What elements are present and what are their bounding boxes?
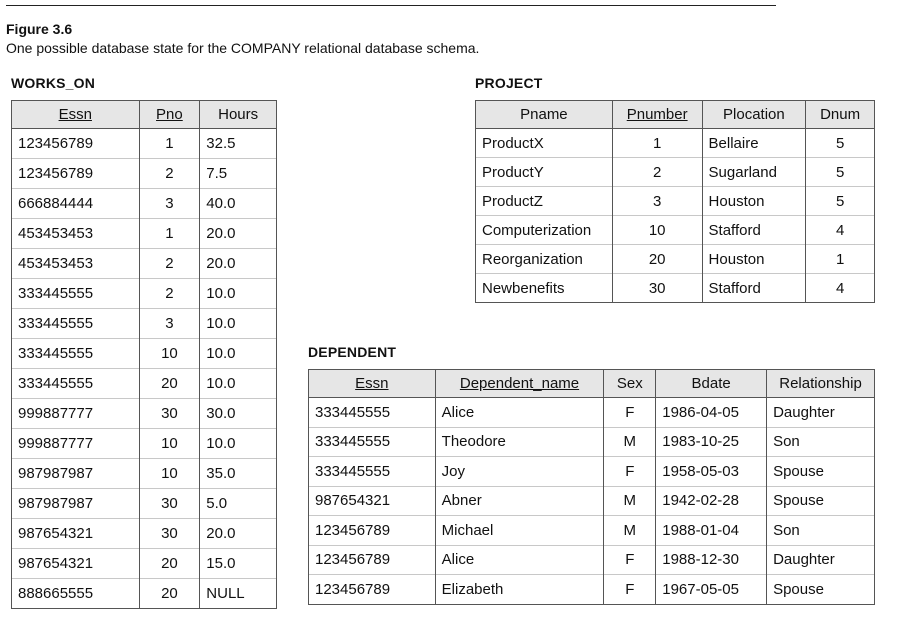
plocation-cell: Bellaire: [702, 129, 806, 158]
works-on-table: [11, 100, 277, 609]
pno-cell: 10: [139, 429, 200, 459]
works-on-row: [12, 129, 277, 159]
dependent-name-cell: Joy: [435, 457, 604, 487]
dependent-header-sex: Sex: [604, 370, 656, 398]
project-row: [476, 216, 875, 245]
hours-cell: 32.5: [200, 129, 277, 159]
dependent-row: [309, 575, 875, 605]
essn-cell: 999887777: [12, 429, 140, 459]
project-row: [476, 158, 875, 187]
pnumber-cell: 1: [612, 129, 702, 158]
plocation-cell: Houston: [702, 245, 806, 274]
works-on-row: [12, 489, 277, 519]
hours-cell: 10.0: [200, 429, 277, 459]
dependent-row: [309, 457, 875, 487]
pno-cell: 30: [139, 519, 200, 549]
pno-cell: 30: [139, 489, 200, 519]
works-on-row: [12, 339, 277, 369]
project-header-dnum: Dnum: [806, 101, 875, 129]
project-title: PROJECT: [475, 75, 543, 91]
pno-cell: 3: [139, 189, 200, 219]
pname-cell: Reorganization: [476, 245, 613, 274]
bdate-cell: 1988-12-30: [656, 545, 767, 575]
pno-cell: 1: [139, 219, 200, 249]
bdate-cell: 1988-01-04: [656, 516, 767, 546]
relationship-cell: Spouse: [767, 457, 875, 487]
hours-cell: 35.0: [200, 459, 277, 489]
pname-cell: ProductY: [476, 158, 613, 187]
dependent-name-cell: Elizabeth: [435, 575, 604, 605]
pno-cell: 1: [139, 129, 200, 159]
project-table: [475, 100, 875, 303]
plocation-cell: Stafford: [702, 216, 806, 245]
hours-cell: 10.0: [200, 279, 277, 309]
dependent-row: [309, 398, 875, 428]
relationship-cell: Daughter: [767, 545, 875, 575]
sex-cell: F: [604, 457, 656, 487]
dependent-header-bdate: Bdate: [656, 370, 767, 398]
pname-cell: ProductZ: [476, 187, 613, 216]
hours-cell: 5.0: [200, 489, 277, 519]
works-on-row: [12, 279, 277, 309]
essn-cell: 333445555: [309, 398, 436, 428]
project-header-pnumber: Pnumber: [612, 101, 702, 129]
essn-cell: 987654321: [309, 486, 436, 516]
dependent-header-relationship: Relationship: [767, 370, 875, 398]
essn-cell: 999887777: [12, 399, 140, 429]
bdate-cell: 1967-05-05: [656, 575, 767, 605]
bdate-cell: 1986-04-05: [656, 398, 767, 428]
project-header-plocation: Plocation: [702, 101, 806, 129]
project-row: [476, 129, 875, 158]
hours-cell: 20.0: [200, 219, 277, 249]
hours-cell: 20.0: [200, 519, 277, 549]
dependent-row: [309, 545, 875, 575]
top-rule: [6, 5, 776, 6]
works-on-row: [12, 219, 277, 249]
essn-cell: 333445555: [12, 339, 140, 369]
sex-cell: F: [604, 545, 656, 575]
pno-cell: 20: [139, 549, 200, 579]
works-on-row: [12, 459, 277, 489]
essn-cell: 123456789: [12, 159, 140, 189]
hours-cell: 40.0: [200, 189, 277, 219]
pname-cell: ProductX: [476, 129, 613, 158]
essn-cell: 333445555: [12, 279, 140, 309]
essn-cell: 987654321: [12, 549, 140, 579]
essn-cell: 987654321: [12, 519, 140, 549]
hours-cell: 10.0: [200, 339, 277, 369]
plocation-cell: Stafford: [702, 274, 806, 303]
relationship-cell: Spouse: [767, 486, 875, 516]
figure-caption: One possible database state for the COMPANY relational database schema.: [6, 40, 480, 56]
works-on-header-essn: Essn: [12, 101, 140, 129]
dependent-row: [309, 427, 875, 457]
plocation-cell: Sugarland: [702, 158, 806, 187]
pno-cell: 2: [139, 279, 200, 309]
hours-cell: 10.0: [200, 369, 277, 399]
hours-cell: 15.0: [200, 549, 277, 579]
hours-cell: 30.0: [200, 399, 277, 429]
dependent-table: [308, 369, 875, 605]
works-on-row: [12, 159, 277, 189]
dnum-cell: 5: [806, 158, 875, 187]
dependent-name-cell: Michael: [435, 516, 604, 546]
bdate-cell: 1983-10-25: [656, 427, 767, 457]
sex-cell: M: [604, 486, 656, 516]
works-on-row: [12, 189, 277, 219]
essn-cell: 333445555: [309, 427, 436, 457]
hours-cell: 20.0: [200, 249, 277, 279]
bdate-cell: 1958-05-03: [656, 457, 767, 487]
pnumber-cell: 3: [612, 187, 702, 216]
dependent-name-cell: Alice: [435, 545, 604, 575]
essn-cell: 333445555: [12, 309, 140, 339]
essn-cell: 123456789: [309, 516, 436, 546]
essn-cell: 333445555: [12, 369, 140, 399]
dependent-row: [309, 486, 875, 516]
works-on-row: [12, 579, 277, 609]
works-on-row: [12, 399, 277, 429]
pno-cell: 30: [139, 399, 200, 429]
dependent-name-cell: Abner: [435, 486, 604, 516]
pname-cell: Newbenefits: [476, 274, 613, 303]
project-row: [476, 245, 875, 274]
dependent-header-essn: Essn: [309, 370, 436, 398]
hours-cell: 10.0: [200, 309, 277, 339]
works-on-title: WORKS_ON: [11, 75, 96, 91]
pnumber-cell: 30: [612, 274, 702, 303]
pno-cell: 20: [139, 369, 200, 399]
essn-cell: 333445555: [309, 457, 436, 487]
works-on-row: [12, 249, 277, 279]
pnumber-cell: 20: [612, 245, 702, 274]
pno-cell: 20: [139, 579, 200, 609]
works-on-header-pno: Pno: [139, 101, 200, 129]
essn-cell: 453453453: [12, 249, 140, 279]
pno-cell: 10: [139, 459, 200, 489]
dnum-cell: 4: [806, 274, 875, 303]
essn-cell: 987987987: [12, 489, 140, 519]
project-row: [476, 274, 875, 303]
dependent-name-cell: Theodore: [435, 427, 604, 457]
works-on-row: [12, 369, 277, 399]
dnum-cell: 1: [806, 245, 875, 274]
dependent-title: DEPENDENT: [308, 344, 397, 360]
relationship-cell: Son: [767, 516, 875, 546]
plocation-cell: Houston: [702, 187, 806, 216]
relationship-cell: Spouse: [767, 575, 875, 605]
sex-cell: F: [604, 398, 656, 428]
pno-cell: 2: [139, 159, 200, 189]
sex-cell: M: [604, 427, 656, 457]
essn-cell: 453453453: [12, 219, 140, 249]
project-row: [476, 187, 875, 216]
sex-cell: F: [604, 575, 656, 605]
essn-cell: 123456789: [12, 129, 140, 159]
dnum-cell: 5: [806, 187, 875, 216]
figure-title: Figure 3.6: [6, 21, 73, 37]
works-on-header-hours: Hours: [200, 101, 277, 129]
essn-cell: 987987987: [12, 459, 140, 489]
essn-cell: 666884444: [12, 189, 140, 219]
works-on-row: [12, 309, 277, 339]
pname-cell: Computerization: [476, 216, 613, 245]
pno-cell: 2: [139, 249, 200, 279]
relationship-cell: Son: [767, 427, 875, 457]
dependent-name-cell: Alice: [435, 398, 604, 428]
relationship-cell: Daughter: [767, 398, 875, 428]
bdate-cell: 1942-02-28: [656, 486, 767, 516]
works-on-row: [12, 549, 277, 579]
dependent-row: [309, 516, 875, 546]
essn-cell: 123456789: [309, 575, 436, 605]
hours-cell: NULL: [200, 579, 277, 609]
pnumber-cell: 10: [612, 216, 702, 245]
dependent-header-dependent-name: Dependent_name: [435, 370, 604, 398]
dnum-cell: 5: [806, 129, 875, 158]
pno-cell: 3: [139, 309, 200, 339]
essn-cell: 123456789: [309, 545, 436, 575]
project-header-pname: Pname: [476, 101, 613, 129]
sex-cell: M: [604, 516, 656, 546]
pno-cell: 10: [139, 339, 200, 369]
hours-cell: 7.5: [200, 159, 277, 189]
dnum-cell: 4: [806, 216, 875, 245]
works-on-row: [12, 429, 277, 459]
works-on-row: [12, 519, 277, 549]
pnumber-cell: 2: [612, 158, 702, 187]
essn-cell: 888665555: [12, 579, 140, 609]
